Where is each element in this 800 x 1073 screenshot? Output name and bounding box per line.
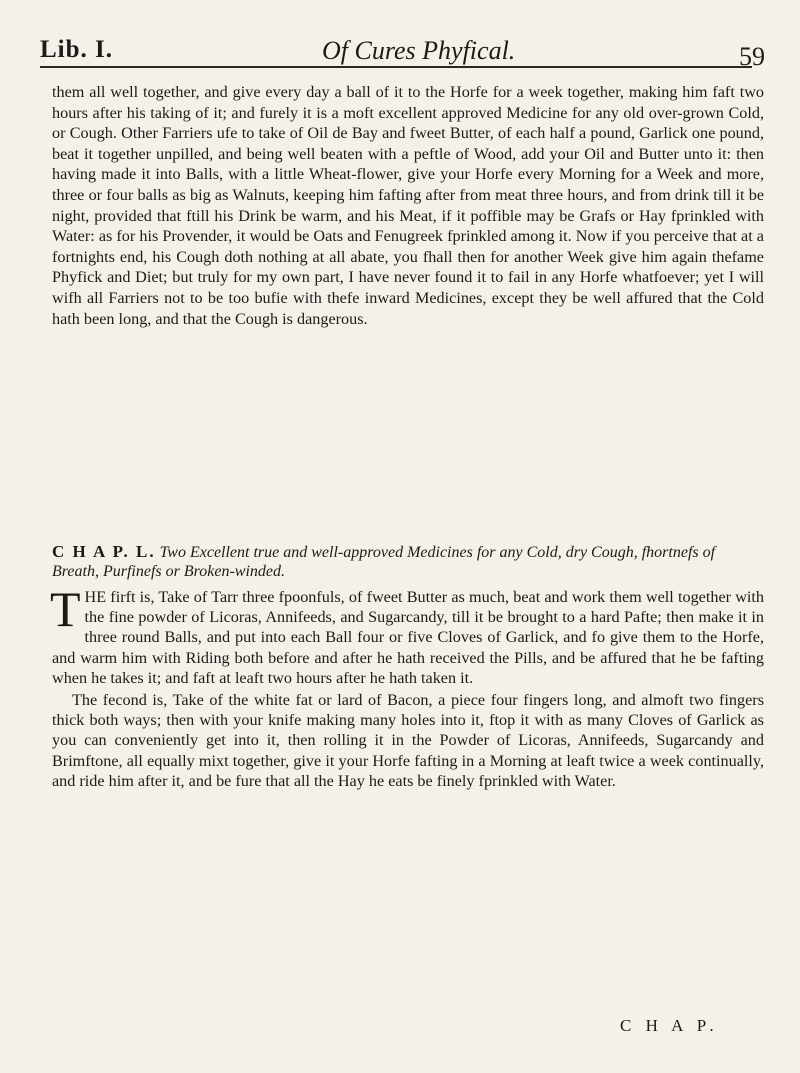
- chapter-heading: [52, 542, 764, 581]
- paragraph-text: HE firft is, Take of Tarr three fpoonfuls, of fweet Butter as much, beat and work them well together with the fine powder of Licoras, Annifeeds, and Sugarcandy, till it be brought to a hard Pafte; then make it in three round Balls, and put into each Ball four or five Cloves of Garlick, and fo give them to the Horfe, and warm him with Riding both before and after he hath received the Pills, and be affured that he be fafting when he takes it; and faft at leaft two hours after he hath taken it.: [52, 588, 764, 687]
- running-title: Of Cures Phyfical.: [322, 36, 516, 65]
- page-number: 59: [739, 42, 765, 71]
- book-number: Lib. I.: [40, 36, 114, 63]
- header-rule: [40, 66, 752, 68]
- drop-cap: T: [50, 581, 81, 637]
- paragraph: [50, 581, 764, 688]
- chapter-section: [52, 542, 764, 791]
- catchword: C H A P.: [620, 1016, 719, 1035]
- running-header: [40, 36, 765, 76]
- chapter-label: C H A P. L.: [52, 542, 156, 561]
- main-text: [52, 82, 764, 329]
- chapter-subject: Two Excellent true and well-approved Medicines for any Cold, dry Cough, fhortnefs of Breath, Purfinefs or Broken-winded.: [52, 544, 716, 580]
- paragraph: The fecond is, Take of the white fat or lard of Bacon, a piece four fingers long, and almoft two fingers thick both ways; then with your knife making many holes into it, ftop it with as many Cloves of Garlick as you can conveniently get into it, then rolling it in the Powder of Licoras, Annifeeds, Sugarcandy and Brimftone, all equally mixt together, give it your Horfe fafting in a Morning at leaft twice a week continually, and ride him after it, and be fure that all the Hay he eats be finely fprinkled with Water.: [52, 691, 764, 790]
- paragraph: them all well together, and give every day a ball of it to the Horfe for a week together, making him faft two hours after his taking of it; and furely it is a moft excellent approved Medicine for any old over-grown Cold, or Cough. Other Farriers ufe to take of Oil de Bay and fweet Butter, of each half a pound, Garlick one pound, beat it together unpilled, and being well beaten with a peftle of Wood, add your Oil and Butter unto it: then having made it into Balls, with a little Wheat-flower, give your Horfe every Morning for a Week and more, three or four balls as big as Walnuts, keeping him fafting after from meat three hours, and from drink till it be night, provided that ftill his Drink be warm, and his Meat, if it poffible may be Grafs or Hay fprinkled with Water: as for his Provender, it would be Oats and Fenugreek fprinkled among it. Now if you perceive that at a fortnights end, his Cough doth nothing at all abate, you fhall then for another Week give him again thefame Phyfick and Diet; but truly for my own part, I have never found it to fail in any Horfe whatfoever; yet I will wifh all Farriers not to be too bufie with thefe inward Medicines, except they be well affured that the Cold hath been long, and that the Cough is dangerous.: [52, 83, 764, 328]
